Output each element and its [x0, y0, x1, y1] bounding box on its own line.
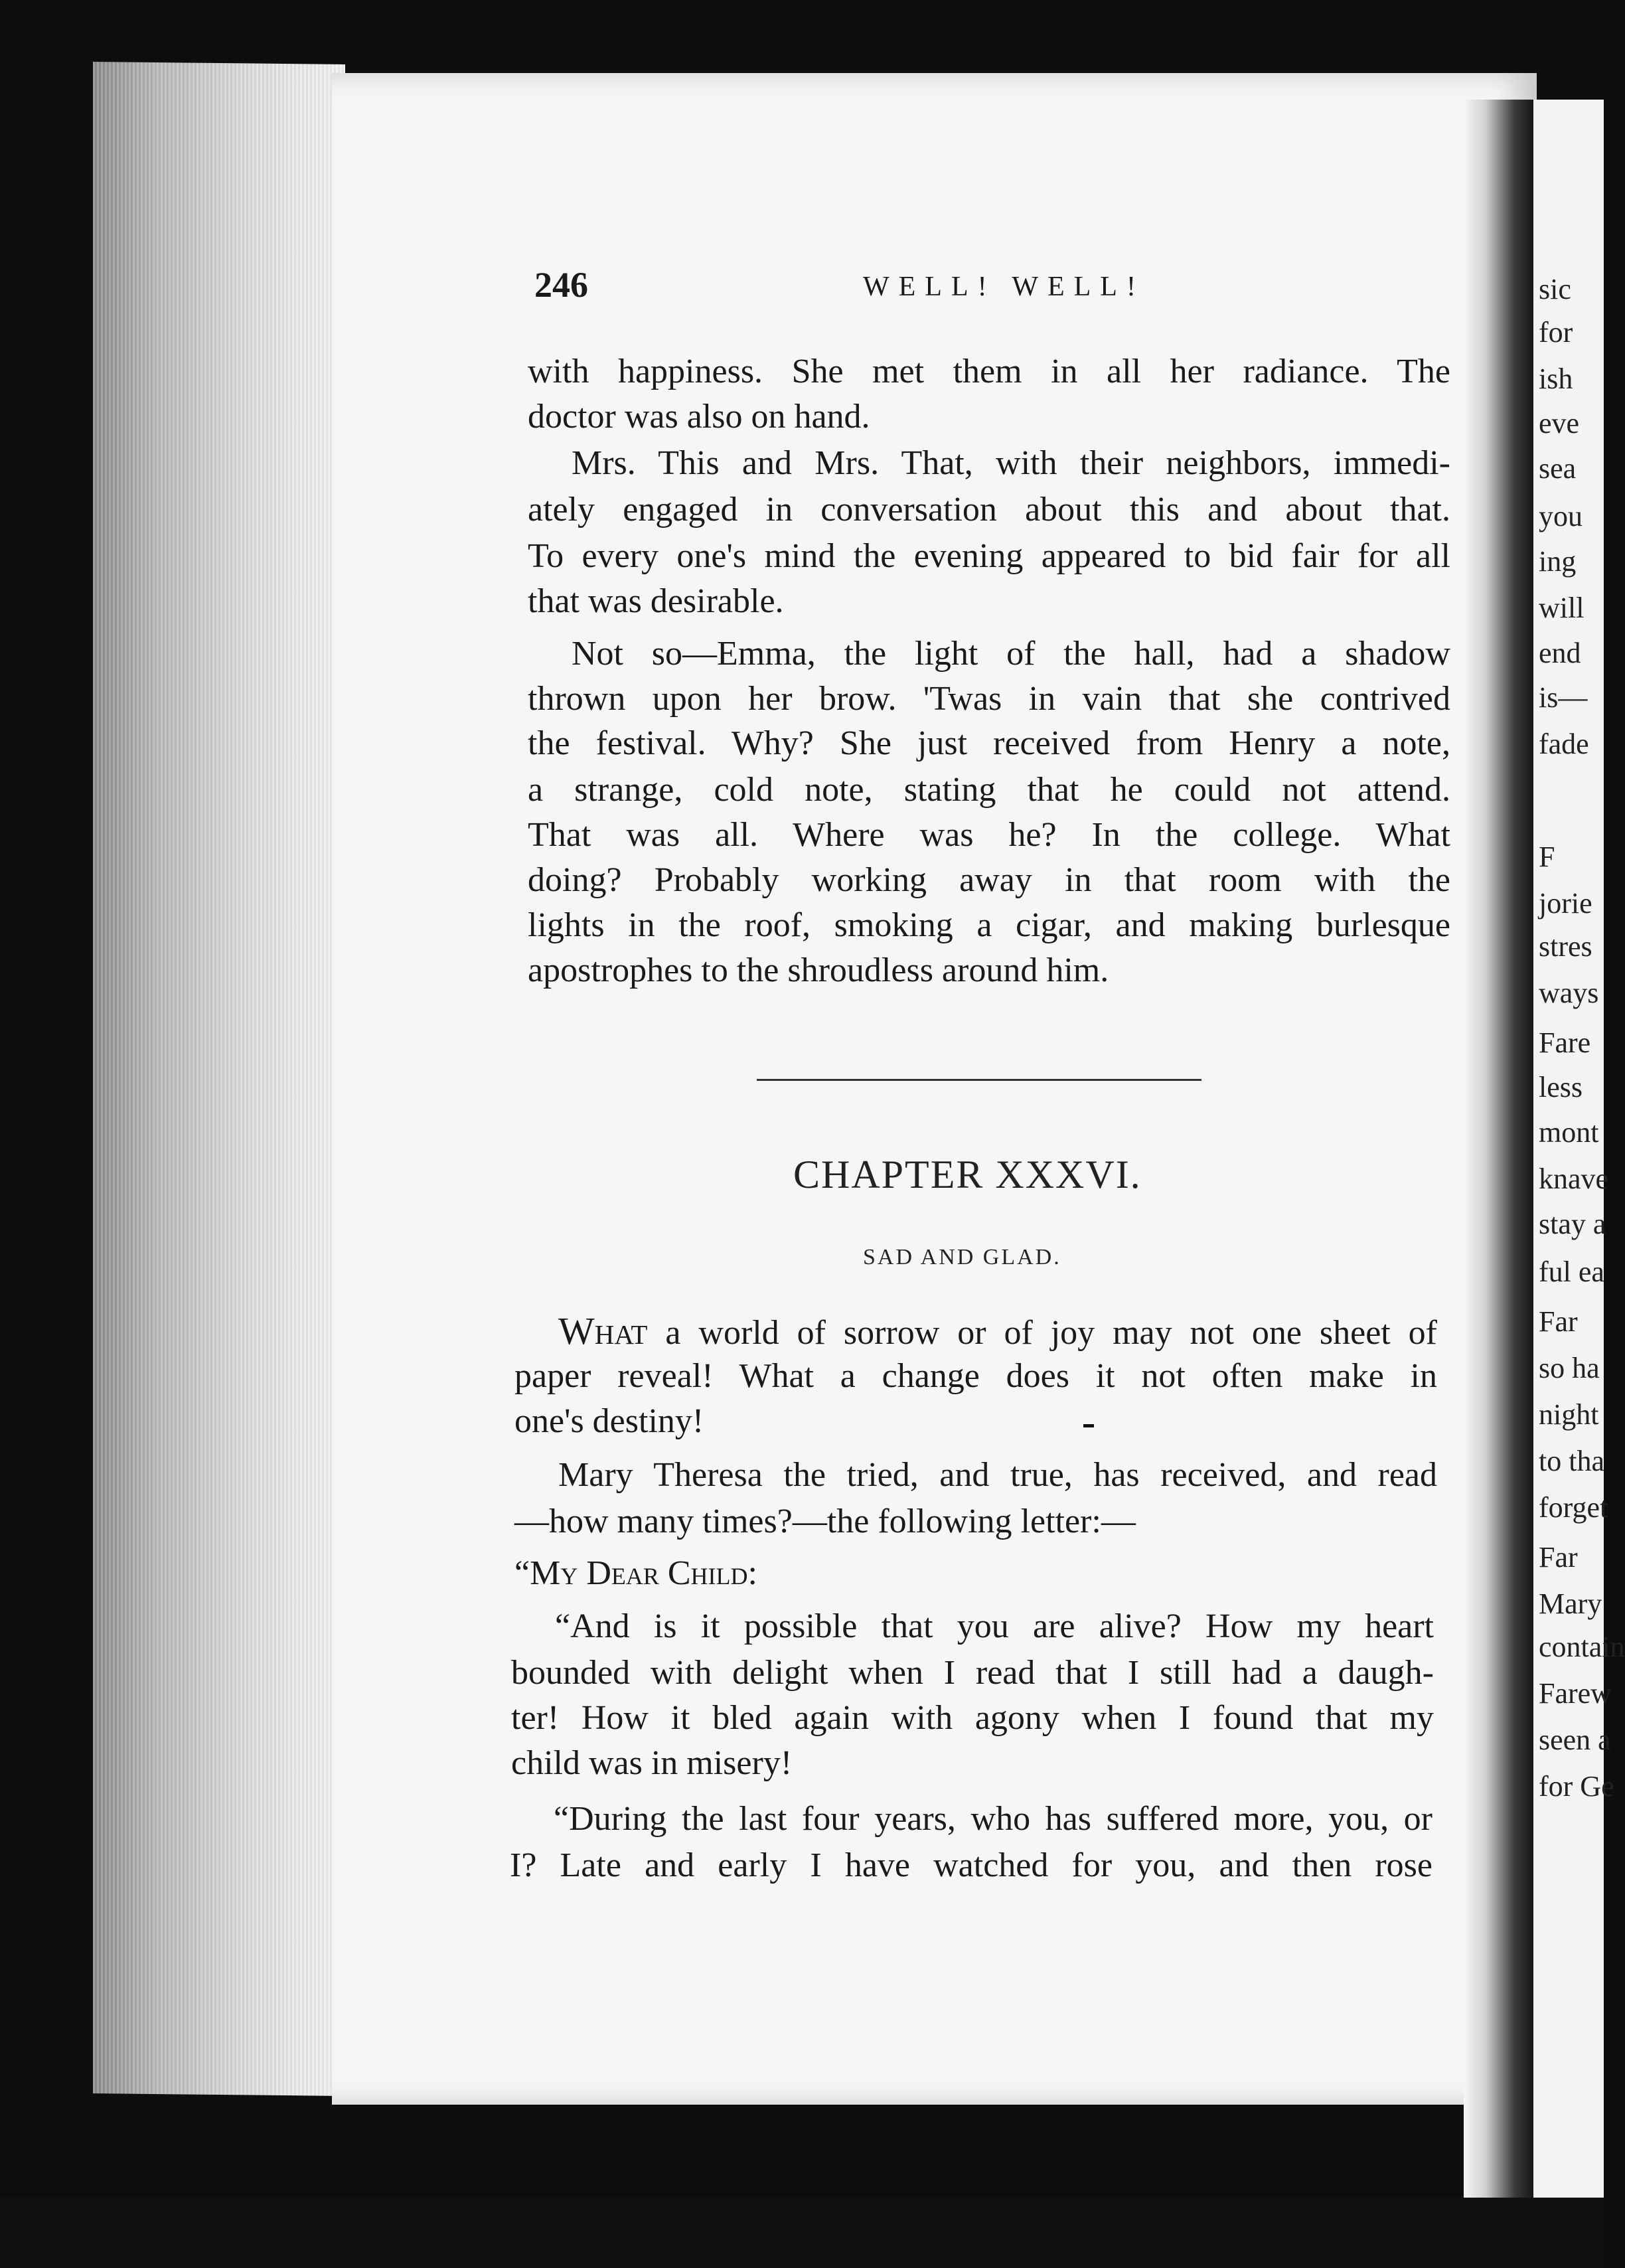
text-line: a strange, cold note, stating that he could not attend. — [528, 771, 1450, 809]
page-edge-stack — [93, 62, 345, 2096]
facing-page-fragment: stay a — [1539, 1208, 1606, 1240]
text-line: that was desirable. — [528, 582, 784, 620]
letter-salutation: “My Dear Child: — [514, 1554, 757, 1592]
text-line: ately engaged in conversation about this and about that. — [528, 491, 1450, 528]
text-line: bounded with delight when I read that I still had a daugh- — [511, 1654, 1434, 1692]
facing-page-fragment: Mary — [1539, 1587, 1602, 1620]
facing-page-fragment: ways — [1539, 977, 1599, 1009]
text-line: That was all. Where was he? In the college. What — [528, 816, 1450, 854]
text-line: Not so—Emma, the light of the hall, had a shadow — [572, 635, 1450, 673]
text-line: the festival. Why? She just received from Henry a note, — [528, 724, 1450, 762]
facing-page-fragment: ing — [1539, 545, 1577, 578]
scan-background — [0, 2198, 1604, 2268]
text-line: “And is it possible that you are alive? How my heart — [555, 1607, 1434, 1645]
facing-page-fragment: night — [1539, 1398, 1599, 1431]
text-line: lights in the roof, smoking a cigar, and making burlesque — [528, 906, 1450, 944]
facing-page — [1533, 100, 1625, 2268]
text-line: apostrophes to the shroudless around him. — [528, 951, 1109, 989]
facing-page-fragment: for — [1539, 316, 1573, 349]
text-line — [514, 1311, 1437, 1353]
facing-page-fragment: knave — [1539, 1163, 1609, 1195]
facing-page-fragment: for Ge — [1539, 1770, 1614, 1803]
facing-page-fragment: will — [1539, 592, 1585, 624]
text-line: To every one's mind the evening appeared to bid fair for all — [528, 537, 1450, 575]
facing-page-fragment: fade — [1539, 728, 1589, 760]
drop-lead-word: What — [558, 1309, 648, 1352]
facing-page-fragment: forget — [1539, 1491, 1608, 1524]
text-line: child was in misery! — [511, 1744, 793, 1782]
facing-page-fragment: Farew — [1539, 1677, 1612, 1710]
text-line: doctor was also on hand. — [528, 398, 870, 436]
stray-mark — [1083, 1424, 1094, 1427]
facing-page-fragment: jorie — [1539, 887, 1592, 920]
facing-page-fragment: contain — [1539, 1631, 1625, 1663]
facing-page-fragment: mont — [1539, 1116, 1599, 1149]
facing-page-fragment: so ha — [1539, 1352, 1600, 1384]
facing-page-fragment: ish — [1539, 363, 1573, 395]
chapter-subtitle: SAD AND GLAD. — [863, 1245, 1061, 1269]
text-line: “During the last four years, who has suffered more, you, or — [554, 1800, 1432, 1838]
page-number: 246 — [534, 265, 588, 305]
text-line: Mary Theresa the tried, and true, has received, and read — [558, 1456, 1437, 1494]
facing-page-fragment: ful ea — [1539, 1256, 1604, 1288]
text-line: one's destiny! — [514, 1402, 704, 1440]
facing-page-fragment: F — [1539, 841, 1555, 873]
facing-page-fragment: eve — [1539, 407, 1580, 440]
facing-page-fragment: less — [1539, 1071, 1583, 1103]
facing-page-fragment: stres — [1539, 930, 1592, 963]
text-line: I? Late and early I have watched for you, and then rose — [510, 1846, 1432, 1884]
chapter-title: CHAPTER XXXVI. — [793, 1153, 1142, 1196]
facing-page-fragment: Far — [1539, 1541, 1578, 1574]
facing-page-fragment: Fare — [1539, 1026, 1591, 1059]
text-line-rest: a world of sorrow or of joy may not one sheet of — [647, 1314, 1437, 1352]
text-line: ter! How it bled again with agony when I found that my — [511, 1699, 1434, 1737]
text-line: with happiness. She met them in all her radiance. The — [528, 353, 1450, 390]
book-gutter — [1464, 100, 1537, 2198]
facing-page-fragment: Far — [1539, 1305, 1578, 1338]
text-line: —how many times?—the following letter:— — [514, 1502, 1136, 1540]
text-line: Mrs. This and Mrs. That, with their neighbors, immedi- — [572, 444, 1450, 482]
text-line: paper reveal! What a change does it not often make in — [514, 1357, 1437, 1395]
facing-page-fragment: seen a — [1539, 1724, 1611, 1756]
section-divider — [757, 1079, 1201, 1081]
facing-page-fragment: is— — [1539, 681, 1588, 714]
running-head: WELL! WELL! — [863, 272, 1145, 302]
text-line: thrown upon her brow. 'Twas in vain that she contrived — [528, 680, 1450, 718]
facing-page-fragment: sic — [1539, 273, 1571, 305]
text-line: doing? Probably working away in that room with the — [528, 861, 1450, 899]
facing-page-fragment: sea — [1539, 452, 1577, 485]
facing-page-fragment: to tha — [1539, 1445, 1604, 1477]
facing-page-fragment: end — [1539, 637, 1581, 669]
facing-page-fragment: you — [1539, 500, 1583, 532]
